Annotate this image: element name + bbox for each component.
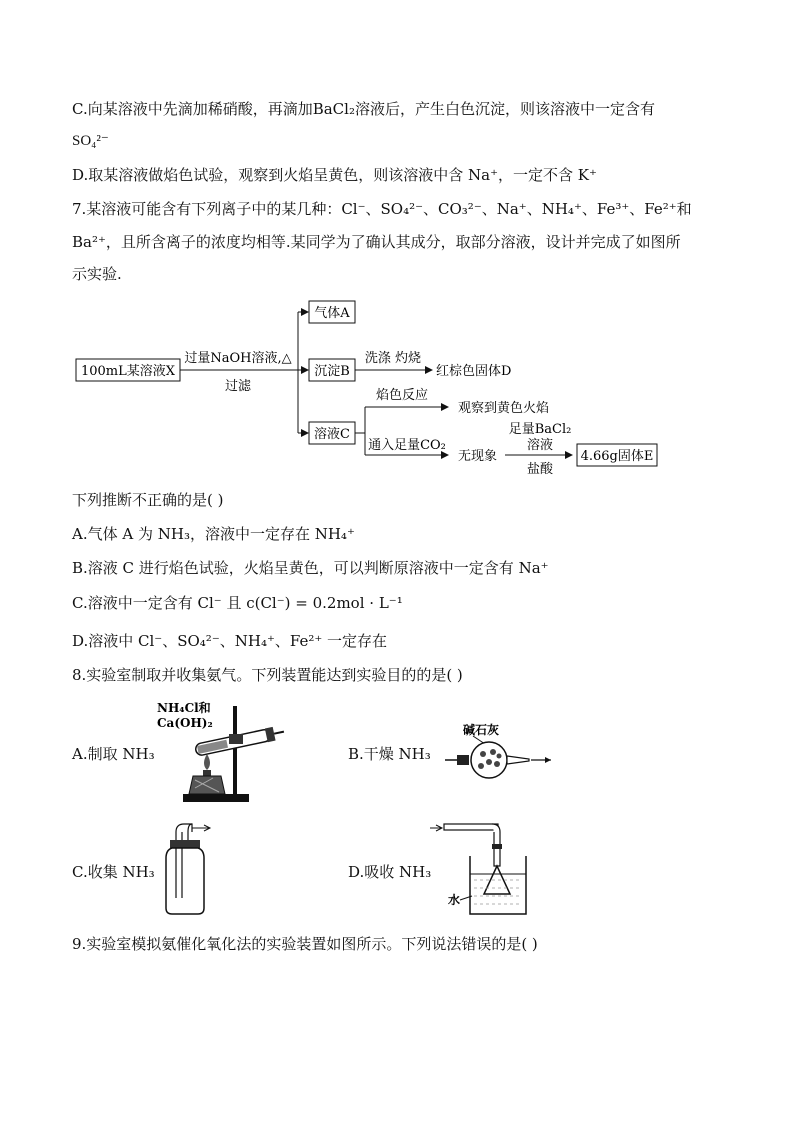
- q7-option-b: B.溶液 C 进行焰色试验，火焰呈黄色，可以判断原溶液中一定含有 Na⁺: [72, 559, 549, 577]
- q8-option-d-label: D.吸收 NH₃: [348, 863, 432, 881]
- flow-precip-step: 洗涤 灼烧: [364, 351, 422, 366]
- q7-option-d: D.溶液中 Cl⁻、SO₄²⁻、NH₄⁺、Fe²⁺ 一定存在: [72, 632, 388, 650]
- q8-option-a-label: A.制取 NH₃: [72, 745, 155, 763]
- apparatus-b-drying-tube-icon: [445, 722, 555, 782]
- q7-flowchart: [0, 295, 794, 475]
- flow-solution-label: 溶液C: [314, 427, 350, 442]
- apparatus-d-absorption-beaker-icon: [430, 818, 540, 918]
- flow-flame-result: 观察到黄色火焰: [458, 401, 550, 416]
- q7-stem-line2: Ba²⁺，且所含离子的浓度均相等.某同学为了确认其成分，取部分溶液，设计并完成了如图所: [72, 233, 681, 251]
- flow-gas-label: 气体A: [314, 306, 350, 321]
- flow-start-label: 100mL某溶液X: [80, 364, 176, 379]
- flow-bacl2-bottom: 盐酸: [526, 462, 554, 475]
- flow-step1-bottom: 过滤: [224, 379, 252, 394]
- q7-option-a: A.气体 A 为 NH₃，溶液中一定存在 NH₄⁺: [72, 525, 355, 543]
- q6-option-c-ion: SO₄²⁻: [72, 133, 109, 149]
- apparatus-c-collection-bottle-icon: [158, 818, 228, 918]
- q7-stem-line3: 示实验.: [72, 265, 122, 283]
- flow-co2-result: 无现象: [458, 449, 498, 464]
- flow-bacl2-top: 足量BaCl₂: [508, 422, 572, 437]
- flow-flame-step: 焰色反应: [375, 388, 429, 403]
- flow-co2-step: 通入足量CO₂: [368, 438, 446, 453]
- flow-step1-top: 过量NaOH溶液,△: [184, 351, 292, 366]
- flow-precip-result: 红棕色固体D: [436, 364, 512, 379]
- apparatus-d-water-label: 水: [448, 893, 461, 907]
- q6-option-c-text: C.向某溶液中先滴加稀硝酸，再滴加BaCl₂溶液后，产生白色沉淀，则该溶液中一定含有: [72, 100, 655, 118]
- flow-bacl2-mid: 溶液: [526, 438, 554, 453]
- q8-stem: 8.实验室制取并收集氨气。下列装置能达到实验目的的是( ): [72, 666, 463, 684]
- apparatus-a-reagent-2: Ca(OH)₂: [157, 716, 213, 730]
- flow-final-label: 4.66g固体E: [580, 449, 654, 464]
- q9-stem: 9.实验室模拟氨催化氧化法的实验装置如图所示。下列说法错误的是( ): [72, 935, 538, 953]
- q7-prompt: 下列推断不正确的是( ): [72, 491, 224, 509]
- apparatus-b-reagent: 碱石灰: [463, 723, 500, 737]
- flow-precip-label: 沉淀B: [314, 364, 350, 379]
- q8-option-c-label: C.收集 NH₃: [72, 863, 155, 881]
- q7-option-c: C.溶液中一定含有 Cl⁻ 且 c(Cl⁻) = 0.2mol · L⁻¹: [72, 594, 403, 612]
- apparatus-a-reagent-1: NH₄Cl和: [157, 701, 211, 715]
- q7-stem-line1: 7.某溶液可能含有下列离子中的某几种：Cl⁻、SO₄²⁻、CO₃²⁻、Na⁺、NH₄⁺、Fe³⁺、Fe²⁺和: [72, 200, 692, 218]
- apparatus-a-heating-icon: [155, 698, 285, 810]
- q8-option-b-label: B.干燥 NH₃: [348, 745, 431, 763]
- q6-option-d: D.取某溶液做焰色试验，观察到火焰呈黄色，则该溶液中含 Na⁺，一定不含 K⁺: [72, 166, 597, 184]
